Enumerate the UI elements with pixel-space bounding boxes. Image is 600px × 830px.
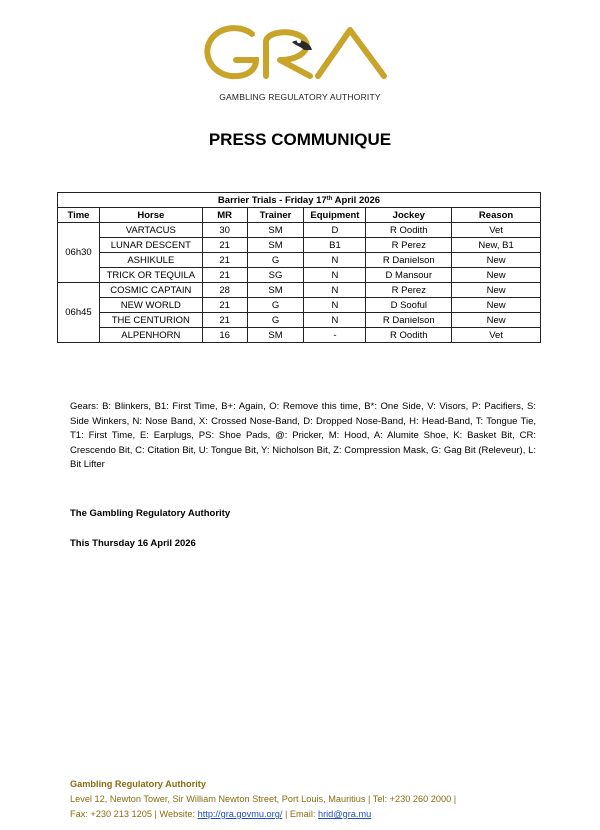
signature-date: This Thursday 16 April 2026	[70, 538, 196, 549]
trainer-cell: G	[247, 298, 304, 313]
jockey-cell: R Perez	[366, 283, 452, 298]
time-cell: 06h45	[58, 283, 100, 343]
column-header: Horse	[99, 208, 202, 223]
equipment-cell: D	[304, 223, 366, 238]
page-title: PRESS COMMUNIQUE	[208, 130, 392, 149]
equipment-cell: N	[304, 313, 366, 328]
jockey-cell: D Sooful	[366, 298, 452, 313]
trainer-cell: G	[247, 253, 304, 268]
horse-cell: TRICK OR TEQUILA	[99, 268, 202, 283]
equipment-cell: N	[304, 253, 366, 268]
mr-cell: 28	[202, 283, 247, 298]
mr-cell: 21	[202, 268, 247, 283]
trainer-cell: SG	[247, 268, 304, 283]
horse-cell: LUNAR DESCENT	[99, 238, 202, 253]
reason-cell: New, B1	[452, 238, 541, 253]
equipment-cell: -	[304, 328, 366, 343]
reason-cell: New	[452, 283, 541, 298]
trainer-cell: SM	[247, 238, 304, 253]
jockey-cell: R Perez	[366, 238, 452, 253]
column-header: MR	[202, 208, 247, 223]
mr-cell: 30	[202, 223, 247, 238]
table-row	[58, 238, 541, 253]
trainer-cell: G	[247, 313, 304, 328]
table-caption: Barrier Trials - Friday 17th April 2026	[58, 193, 541, 208]
mr-cell: 21	[202, 253, 247, 268]
table-row	[58, 283, 541, 298]
table-header-row	[58, 208, 541, 223]
reason-cell: New	[452, 253, 541, 268]
column-header: Jockey	[366, 208, 452, 223]
jockey-cell: D Mansour	[366, 268, 452, 283]
email-link[interactable]: hrid@gra.mu	[317, 809, 372, 819]
gra-logo-mark	[200, 20, 400, 90]
reason-cell: New	[452, 313, 541, 328]
trainer-cell: SM	[247, 328, 304, 343]
mr-cell: 21	[202, 298, 247, 313]
column-header: Trainer	[247, 208, 304, 223]
time-cell: 06h30	[58, 223, 100, 283]
page-footer	[70, 777, 530, 822]
horse-cell: COSMIC CAPTAIN	[99, 283, 202, 298]
table-row	[58, 268, 541, 283]
horse-cell: ASHIKULE	[99, 253, 202, 268]
horse-cell: NEW WORLD	[99, 298, 202, 313]
equipment-cell: B1	[304, 238, 366, 253]
website-link[interactable]: http://gra.govmu.org/	[197, 809, 283, 819]
table-row	[58, 328, 541, 343]
equipment-cell: N	[304, 298, 366, 313]
gra-logo	[200, 20, 400, 108]
horse-cell: VARTACUS	[99, 223, 202, 238]
equipment-cell: N	[304, 268, 366, 283]
footer-address: Level 12, Newton Tower, Sir William Newton Street, Port Louis, Mauritius | Tel: +230 260 2000 |	[70, 794, 457, 804]
reason-cell: Vet	[452, 223, 541, 238]
jockey-cell: R Oodith	[366, 223, 452, 238]
table-row	[58, 253, 541, 268]
jockey-cell: R Danielson	[366, 253, 452, 268]
footer-org: Gambling Regulatory Authority	[70, 779, 206, 789]
jockey-cell: R Oodith	[366, 328, 452, 343]
footer-contact: Fax: +230 213 1205 | Website: http://gra.govmu.org/ | Email: hrid@gra.mu	[70, 809, 372, 819]
gears-legend: Gears: B: Blinkers, B1: First Time, B+: Again, O: Remove this time, B*: One Side, V: Visors, P: Pacifiers, S: Side Winkers, N: Nose Band, X: Crossed Nose-Band, D: Dropped Nose-Band, H: Head-Band, T: Tongue Tie, T1: First Time, E: Earplugs, PS: Shoe Pads, @: Pricker, M: Hood, A: Alumite Shoe, K: Basket Bit, CR: Crescendo Bit, C: Citation Bit, U: Tongue Bit, Y: Nicholson Bit, Z: Compression Mask, G: Gag Bit (Releveur), L: Bit Lifter	[70, 401, 536, 470]
table-row	[58, 223, 541, 238]
trainer-cell: SM	[247, 223, 304, 238]
horse-cell: ALPENHORN	[99, 328, 202, 343]
equipment-cell: N	[304, 283, 366, 298]
trainer-cell: SM	[247, 283, 304, 298]
mr-cell: 21	[202, 238, 247, 253]
mr-cell: 16	[202, 328, 247, 343]
reason-cell: New	[452, 298, 541, 313]
logo-subtitle: GAMBLING REGULATORY AUTHORITY	[219, 92, 381, 102]
mr-cell: 21	[202, 313, 247, 328]
barrier-trials-table	[57, 192, 541, 343]
table-row	[58, 313, 541, 328]
horse-cell: THE CENTURION	[99, 313, 202, 328]
signature-org: The Gambling Regulatory Authority	[70, 508, 231, 519]
reason-cell: Vet	[452, 328, 541, 343]
column-header: Time	[58, 208, 100, 223]
jockey-cell: R Danielson	[366, 313, 452, 328]
table-row	[58, 298, 541, 313]
column-header: Reason	[452, 208, 541, 223]
reason-cell: New	[452, 268, 541, 283]
column-header: Equipment	[304, 208, 366, 223]
